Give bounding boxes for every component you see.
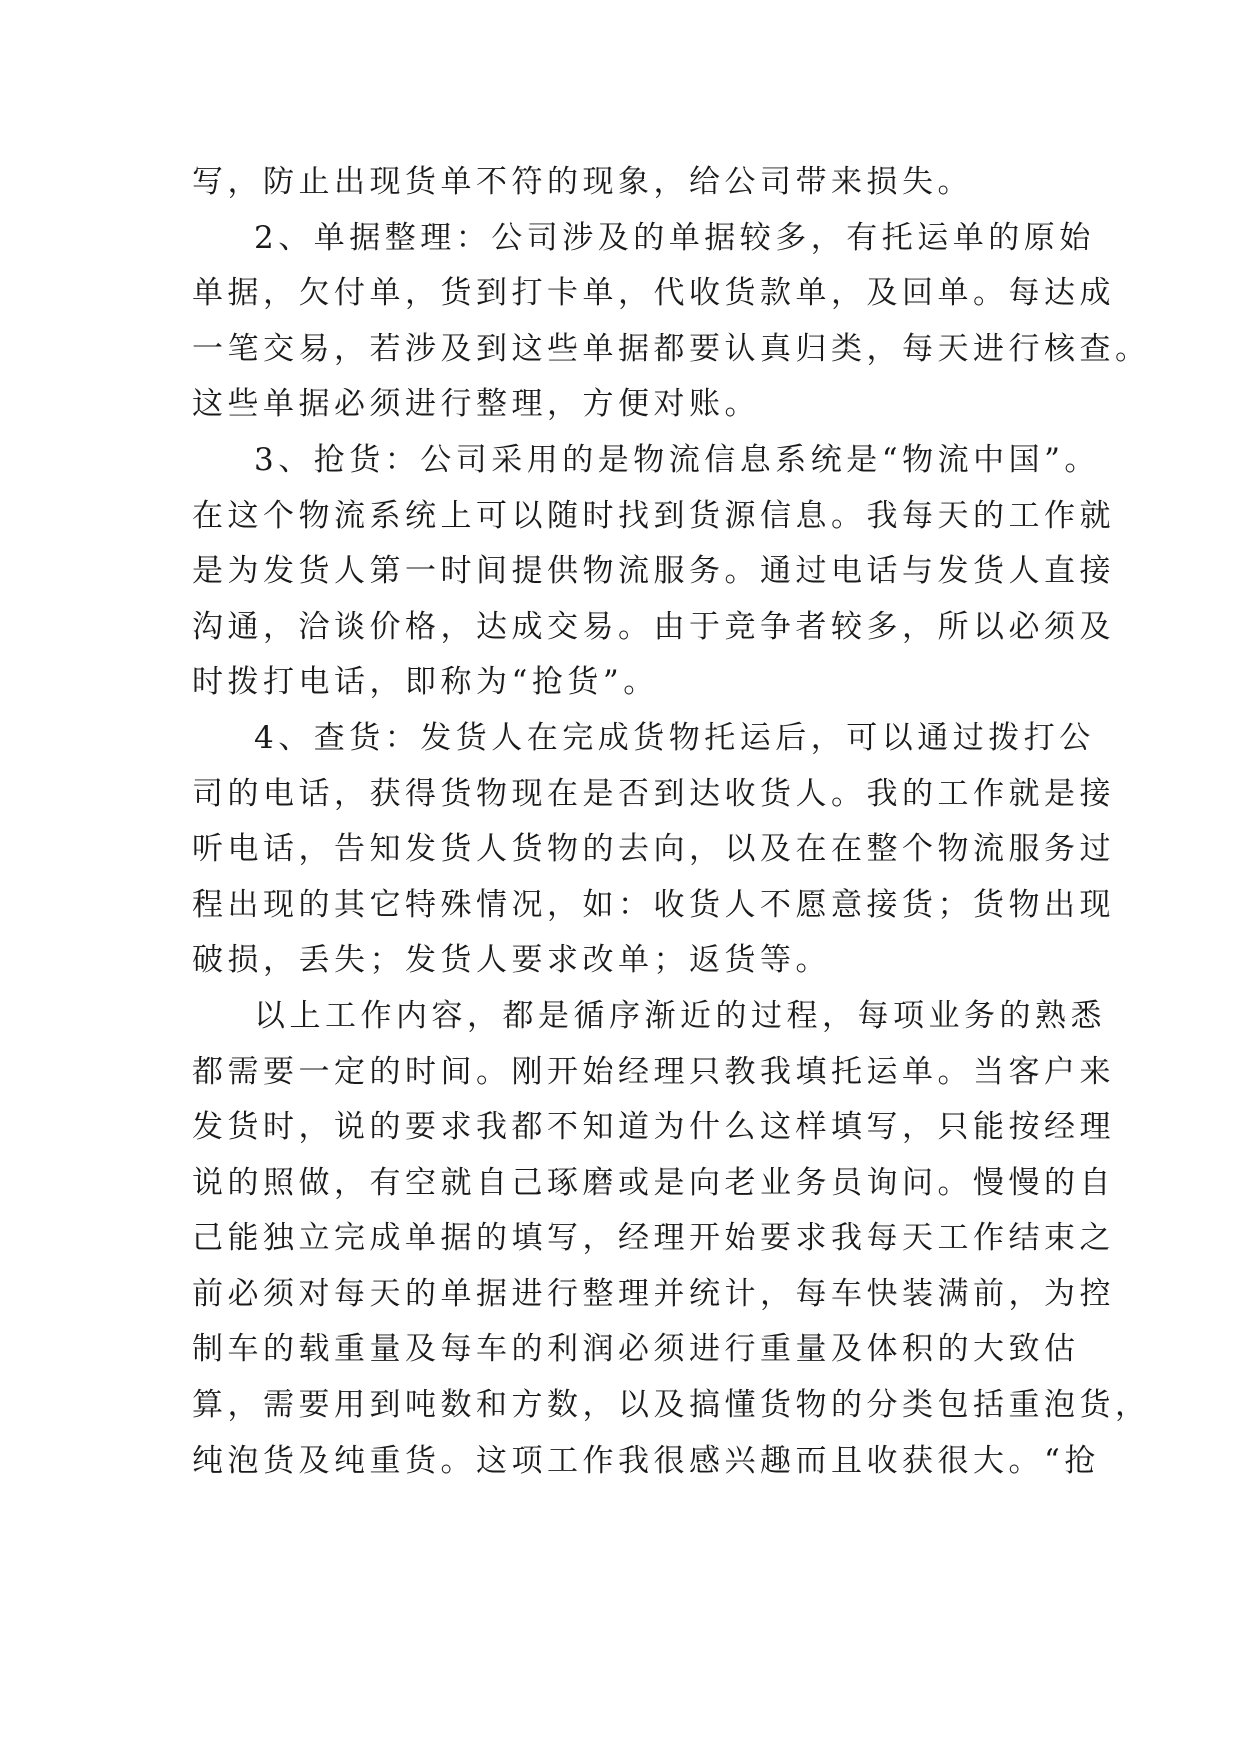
- text-line: 听电话，告知发货人货物的去向，以及在在整个物流服务过: [192, 831, 1115, 868]
- text-line: 一笔交易，若涉及到这些单据都要认真归类，每天进行核查。: [192, 330, 1151, 367]
- text-line: 算，需要用到吨数和方数，以及搞懂货物的分类包括重泡货，: [192, 1387, 1151, 1424]
- text-line: 纯泡货及纯重货。这项工作我很感兴趣而且收获很大。“抢: [192, 1442, 1100, 1479]
- text-line: 在这个物流系统上可以随时找到货源信息。我每天的工作就: [192, 497, 1115, 534]
- text-line: 是为发货人第一时间提供物流服务。通过电话与发货人直接: [192, 553, 1115, 590]
- text-line: 己能独立完成单据的填写，经理开始要求我每天工作结束之: [192, 1220, 1115, 1257]
- text-line: 制车的载重量及每车的利润必须进行重量及体积的大致估: [192, 1331, 1080, 1368]
- paragraph-first-line: 4、查货：发货人在完成货物托运后，可以通过拨打公: [254, 719, 1095, 756]
- text-line: 发货时，说的要求我都不知道为什么这样填写，只能按经理: [192, 1109, 1115, 1146]
- document-body: [192, 155, 1151, 1489]
- text-line: 时拨打电话，即称为“抢货”。: [192, 664, 659, 701]
- text-line: 司的电话，获得货物现在是否到达收货人。我的工作就是接: [192, 775, 1115, 812]
- text-line: 破损，丢失；发货人要求改单；返货等。: [192, 942, 831, 979]
- text-line: 前必须对每天的单据进行整理并统计，每车快装满前，为控: [192, 1275, 1115, 1312]
- text-line: 都需要一定的时间。刚开始经理只教我填托运单。当客户来: [192, 1053, 1115, 1090]
- text-line: 沟通，洽谈价格，达成交易。由于竞争者较多，所以必须及: [192, 608, 1115, 645]
- text-line: 说的照做，有空就自己琢磨或是向老业务员询问。慢慢的自: [192, 1164, 1115, 1201]
- paragraph-first-line: 2、单据整理：公司涉及的单据较多，有托运单的原始: [254, 219, 1095, 256]
- text-line: 单据，欠付单，货到打卡单，代收货款单，及回单。每达成: [192, 275, 1115, 312]
- paragraph-first-line: 3、抢货：公司采用的是物流信息系统是“物流中国”。: [254, 441, 1100, 478]
- text-line: 这些单据必须进行整理，方便对账。: [192, 386, 760, 423]
- paragraph-first-line: 以上工作内容，都是循序渐近的过程，每项业务的熟悉: [254, 997, 1106, 1034]
- text-line: 写，防止出现货单不符的现象，给公司带来损失。: [192, 164, 973, 200]
- text-line: 程出现的其它特殊情况，如：收货人不愿意接货；货物出现: [192, 886, 1115, 923]
